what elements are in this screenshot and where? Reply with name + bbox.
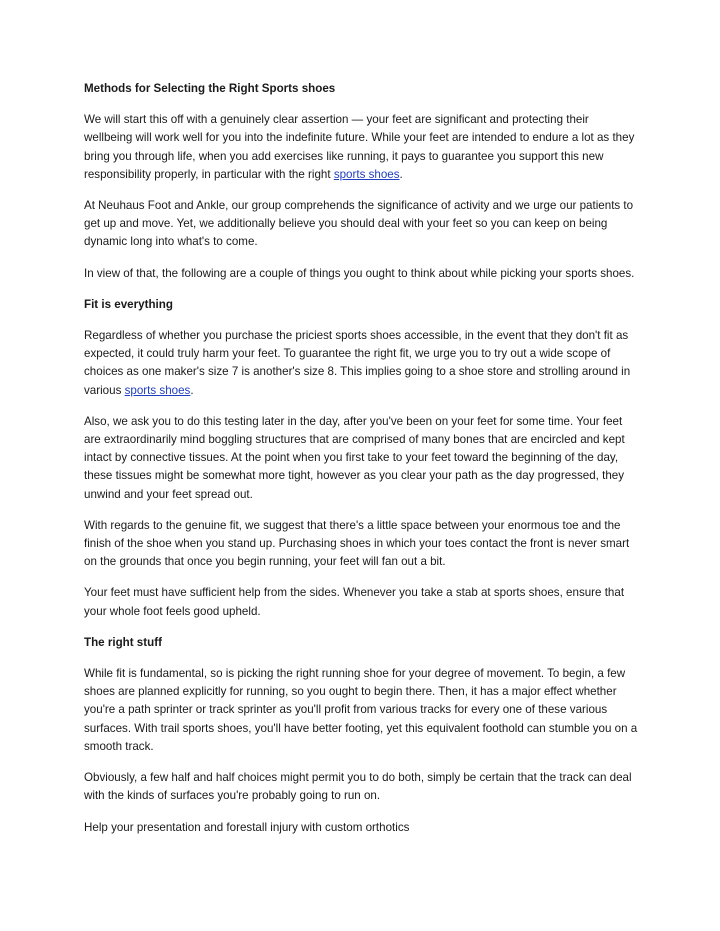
stuff-paragraph-2: Obviously, a few half and half choices might permit you to do both, simply be certain that the track can deal with the kinds of surfaces you're probably going to run on. bbox=[84, 771, 632, 803]
fit-paragraph-4: Your feet must have sufficient help from the sides. Whenever you take a stab at sports shoes, ensure that your whole foot feels good upheld. bbox=[84, 586, 625, 618]
fit-paragraph-2: Also, we ask you to do this testing later in the day, after you've been on your feet for some time. Your feet are extraordinarily mind boggling structures that are comprised of many bones that are encircled and kept intact by connective tissues. At the point when you first take to your feet toward the beginning of the day, these tissues might be somewhat more tight, however as you clear your path as the day progressed, they unwind and your feet spread out. bbox=[84, 414, 625, 501]
sports-shoes-link[interactable]: sports shoes bbox=[333, 167, 400, 181]
intro-paragraph-2: At Neuhaus Foot and Ankle, our group comprehends the significance of activity and we urge our patients to get up and move. Yet, we additionally believe you should deal with your feet so you can keep on being dynamic long into what's to come. bbox=[84, 199, 634, 249]
section-heading-fit: Fit is everything bbox=[84, 297, 173, 311]
intro-paragraph-1-end: . bbox=[399, 167, 403, 181]
fit-paragraph-1 bbox=[84, 327, 640, 400]
intro-paragraph-1-text: We will start this off with a genuinely clear assertion — your feet are significant and protecting their wellbeing will work well for you into the indefinite future. While your feet are intended to endure a lot as they bring you through life, when you add exercises like running, it pays to guarantee you support this new responsibility properly, in particular with the right bbox=[84, 113, 635, 181]
intro-paragraph-3: In view of that, the following are a couple of things you ought to think about while picking your sports shoes. bbox=[84, 266, 635, 280]
document-page bbox=[84, 80, 640, 850]
fit-paragraph-1-text: Regardless of whether you purchase the priciest sports shoes accessible, in the event that they don't fit as expected, it could truly harm your feet. To guarantee the right fit, we urge you to try out a wide scope of choices as one maker's size 7 is another's size 8. This implies going to a shoe store and strolling around in various bbox=[84, 329, 631, 397]
stuff-paragraph-3: Help your presentation and forestall injury with custom orthotics bbox=[84, 820, 410, 834]
fit-paragraph-1-end: . bbox=[190, 383, 194, 397]
intro-paragraph-1 bbox=[84, 111, 640, 184]
fit-paragraph-3: With regards to the genuine fit, we suggest that there's a little space between your enormous toe and the finish of the shoe when you stand up. Purchasing shoes in which your toes contact the front is never smart on the grounds that once you begin running, your feet will fan out a bit. bbox=[84, 518, 630, 569]
document-title: Methods for Selecting the Right Sports shoes bbox=[84, 82, 336, 95]
stuff-paragraph-1: While fit is fundamental, so is picking the right running shoe for your degree of movement. To begin, a few shoes are planned explicitly for running, so you ought to begin there. Then, it has a major effect whether you're a path sprinter or track sprinter as you'll profit from various tracks for every one of these various surfaces. With trail sports shoes, you'll have better footing, yet this equivalent foothold can stumble you on a smooth track. bbox=[84, 667, 638, 753]
section-heading-right-stuff: The right stuff bbox=[84, 635, 162, 649]
sports-shoes-link-2[interactable]: sports shoes bbox=[124, 383, 191, 397]
